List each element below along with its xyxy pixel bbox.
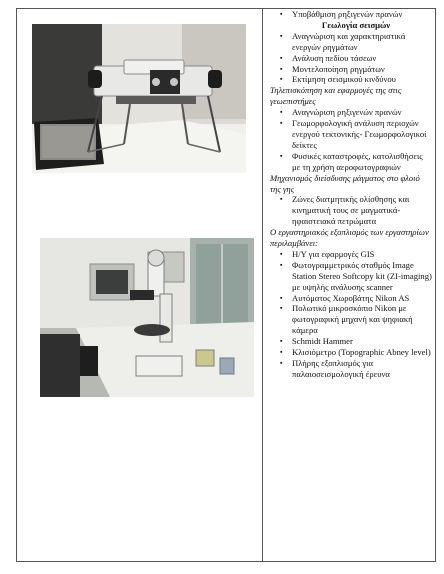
bullet-item: ▪ Κλισιόμετρο (Topographic Abney level)	[268, 347, 432, 358]
table-column-divider	[262, 8, 263, 562]
table-border-bottom	[16, 561, 436, 562]
bullet-item: ▪ Γεωμορφολογική ανάλυση περιοχών ενεργού τεκτονικής- Γεωμορφολογικοί δείκτες	[268, 118, 432, 151]
italic-paragraph: Ο εργαστηριακός εξοπλισμός των εργαστηρίων περιλαμβάνει:	[270, 227, 429, 249]
bullet-item: ▪ Μοντελοποίηση ρηγμάτων	[268, 64, 432, 75]
stereoscope-photo	[32, 24, 246, 173]
bullet-item: ▪ Schmidt Hammer	[268, 336, 432, 347]
bullet-item: ▪ Αναγνώριση ρηξιγενών πρανών	[268, 107, 432, 118]
italic-paragraph: Τηλεπισκόπηση και εφαρμογές της στις γεωεπιστήμες	[270, 85, 402, 107]
bullet-item: ▪ Εκτίμηση σεισμικού κινδύνου	[268, 74, 432, 85]
bullet-item: ▪ Φωτογραμμετρικός σταθμός Image Station Stereo Softcopy kit (ZI-imaging) με υψηλής ανάλυσης scanner	[268, 260, 432, 293]
table-border-left	[16, 8, 17, 562]
section-heading: Γεωλογία σεισμών	[321, 19, 391, 30]
bullet-item: ▪ Φυσικές καταστροφές, κατολισθήσεις με τη χρήση αεροφωτογραφιών	[268, 151, 432, 173]
stereoscope-illustration	[32, 24, 246, 173]
table-border-right	[435, 8, 436, 562]
bullet-item: ▪ Αναγνώριση και χαρακτηριστικά ενεργών ρηγμάτων	[268, 31, 432, 53]
italic-paragraph: Μηχανισμός διείσδυσης μάγματος στο φλοιό της γης	[270, 172, 420, 194]
bullet-item: ▪ Η/Υ για εφαρμογές GIS	[268, 249, 432, 260]
bullet-item: ▪ Πλήρης εξοπλισμός για παλαιοσεισμολογική έρευνα	[268, 358, 432, 380]
bullet-item: ▪ Υποβάθμιση ρηξιγενών πρανών	[268, 9, 432, 20]
bullet-item: ▪ Ζώνες διατμητικής ολίσθησης και κινηματική τους σε μαγματικά-ηφαιστειακά πετρώματα	[268, 194, 432, 227]
bullet-item: ▪ Αυτόματος Χωροβάτης Nikon AS	[268, 293, 432, 304]
bullet-item: ▪ Πολωτικό μικροσκόπιο Nikon με φωτογραφική μηχανή και ψηφιακή κάμερα	[268, 303, 432, 336]
bullet-item: ▪ Ανάλυση πεδίου τάσεων	[268, 53, 432, 64]
equipment-text-column	[268, 9, 432, 380]
microscope-lab-photo	[40, 238, 254, 397]
microscope-illustration	[40, 238, 254, 397]
